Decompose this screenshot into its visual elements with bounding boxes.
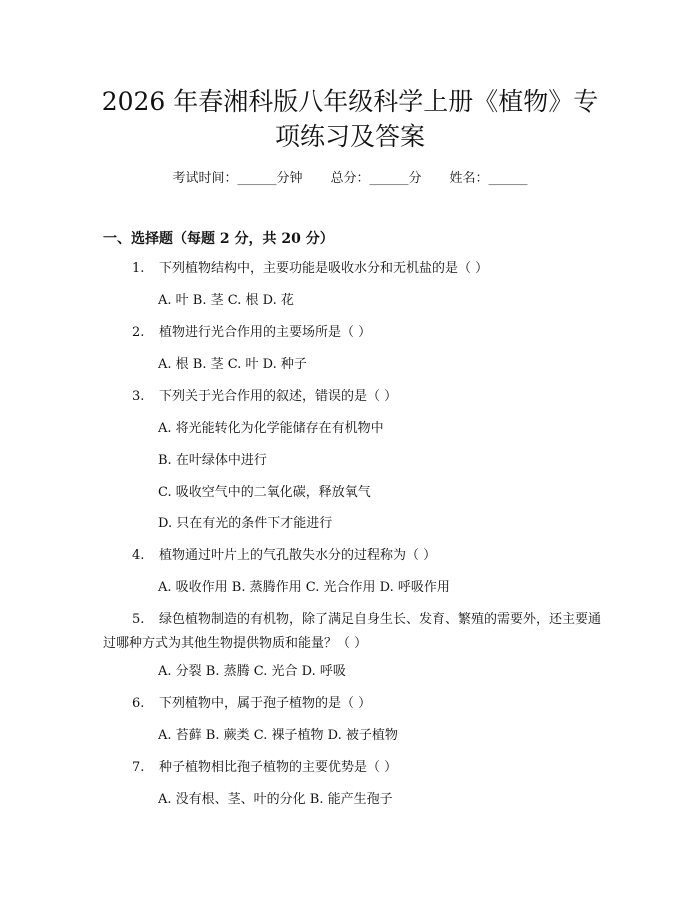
- question-number: 6.: [132, 696, 145, 711]
- section-heading-multiple-choice: 一、选择题（每题 2 分，共 20 分）: [103, 231, 334, 247]
- question-number: 7.: [132, 760, 145, 775]
- question-number: 5.: [132, 612, 145, 627]
- total-score-field: 总分：______分: [330, 171, 422, 186]
- question-3-option-d: D. 只在有光的条件下才能进行: [158, 516, 333, 531]
- question-text: 植物进行光合作用的主要场所是（ ）: [159, 325, 372, 340]
- question-4: [132, 546, 436, 566]
- exam-info-row: [0, 169, 700, 189]
- question-2-options: A. 根 B. 茎 C. 叶 D. 种子: [158, 357, 307, 372]
- question-3-option-a: A. 将光能转化为化学能储存在有机物中: [158, 421, 384, 436]
- question-number: 2.: [132, 325, 145, 340]
- student-name-field: 姓名：______: [449, 171, 528, 186]
- question-6-options: A. 苔藓 B. 蕨类 C. 裸子植物 D. 被子植物: [158, 728, 398, 743]
- question-2: [132, 323, 371, 343]
- question-3-option-b: B. 在叶绿体中进行: [158, 453, 267, 468]
- question-text: 下列植物结构中，主要功能是吸收水分和无机盐的是（ ）: [159, 261, 489, 276]
- question-1-options: A. 叶 B. 茎 C. 根 D. 花: [158, 293, 294, 308]
- question-5: [103, 608, 603, 656]
- question-5-options: A. 分裂 B. 蒸腾 C. 光合 D. 呼吸: [158, 664, 346, 679]
- question-text: 下列关于光合作用的叙述，错误的是（ ）: [159, 389, 398, 404]
- question-3-option-c: C. 吸收空气中的二氧化碳，释放氧气: [158, 485, 371, 500]
- question-6: [132, 694, 371, 714]
- document-title-line-2: 项练习及答案: [274, 122, 425, 151]
- question-1: [132, 259, 488, 279]
- question-7-options: A. 没有根、茎、叶的分化 B. 能产生孢子: [158, 792, 393, 807]
- document-title-line-1: 2026 年春湘科版八年级科学上册《植物》专: [101, 87, 599, 116]
- question-number: 1.: [132, 261, 145, 276]
- question-4-options: A. 吸收作用 B. 蒸腾作用 C. 光合作用 D. 呼吸作用: [158, 580, 450, 595]
- question-3: [132, 387, 397, 407]
- question-text: 下列植物中，属于孢子植物的是（ ）: [159, 696, 372, 711]
- question-number: 4.: [132, 548, 145, 563]
- question-text: 植物通过叶片上的气孔散失水分的过程称为（ ）: [159, 548, 437, 563]
- question-7: [132, 758, 397, 778]
- exam-time-field: 考试时间：______分钟: [172, 171, 303, 186]
- question-text: 绿色植物制造的有机物，除了满足自身生长、发育、繁殖的需要外，还主要通过哪种方式为其他生物提供物质和能量？（ ）: [103, 612, 602, 651]
- question-text: 种子植物相比孢子植物的主要优势是（ ）: [159, 760, 398, 775]
- question-number: 3.: [132, 389, 145, 404]
